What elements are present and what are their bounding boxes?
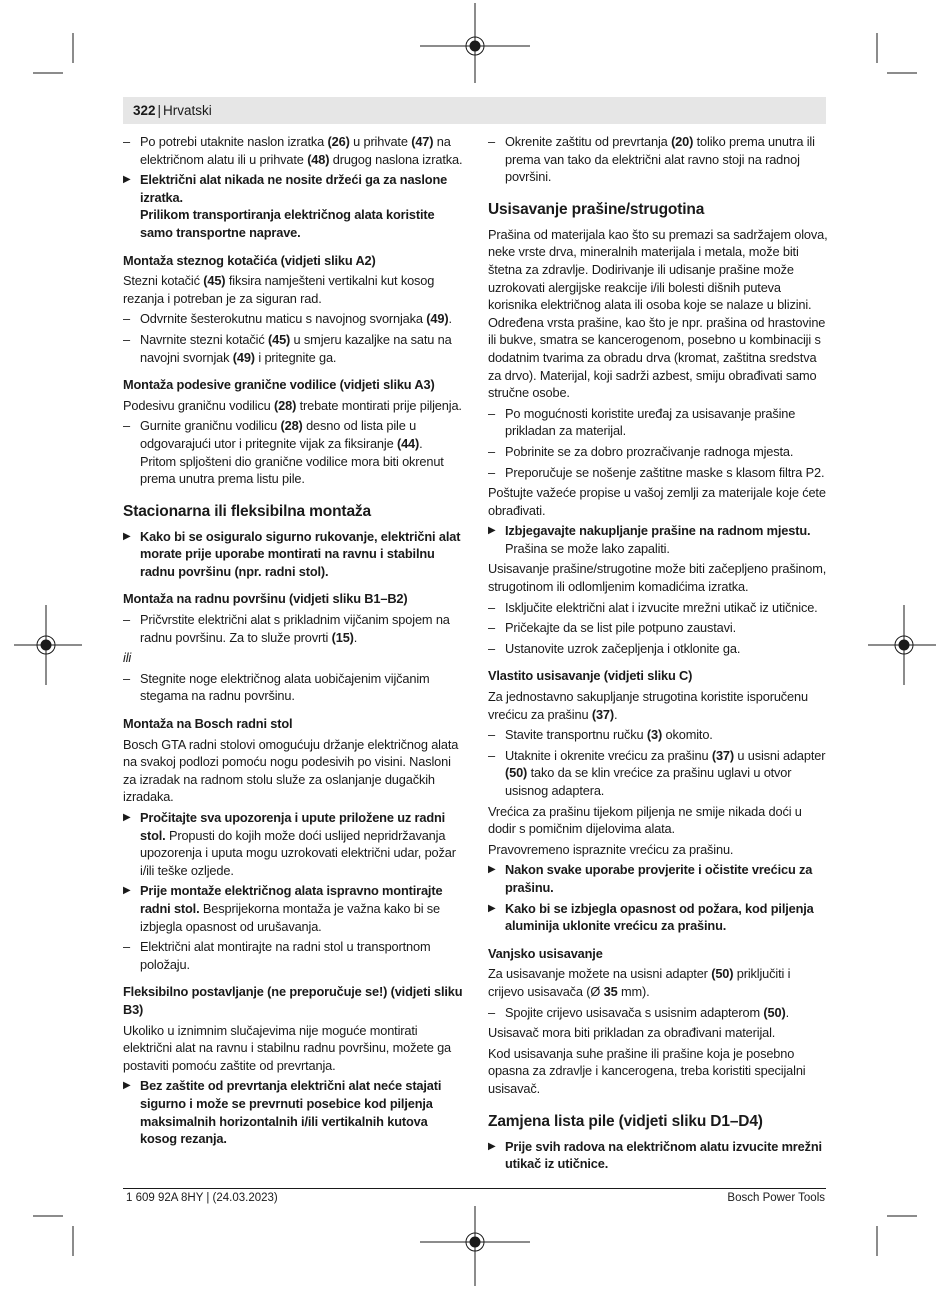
list-item: – Stegnite noge električnog alata uobičajenim vijčanim stegama na radnu površinu. [123,670,463,705]
footer-document-number: 1 609 92A 8HY | (24.03.2023) [126,1192,278,1204]
paragraph: Prašina od materijala kao što su premazi sa sadržajem olova, neke vrste drva, mineralnih materijala i metala, može biti štetna za zdravlje. Dodirivanje ili udisanje prašine može uzrokovati alergijske reakcije i/ili bolesti dišnih puteva korisnika električnog alata ili osoba koje se nalaze u blizini. Određena vrsta prašine, kao što je npr. prašina od hrastovine ili bukve, smatra se kancerogenom, posebno u kombinaciji s dodatnim tvarima za obradu drva (kromat, zaštitna sredstva za drvo). Materijal, koji sadrži azbest, smiju obrađivati samo stručne osobe. [488,226,828,401]
list-item: – Gurnite graničnu vodilicu (28) desno od lista pile u odgovarajući utor i pritegnite vijak za fiksiranje (44). Pritom spljošteni dio granične vodilice mora biti okrenut prema unutra prema listu pile. [123,417,463,487]
paragraph: Kod usisavanja suhe prašine ili prašine koja je posebno opasna za zdravlje i kancerogena, treba koristiti specijalni usisavač. [488,1045,806,1096]
warning-item: ▶ Kako bi se izbjegla opasnost od požara, kod piljenja aluminija uklonite vrećicu za prašinu. [488,900,828,935]
paragraph: Pravovremeno ispraznite vrećicu za prašinu. [488,841,734,857]
list-item: – Ustanovite uzrok začepljenja i otklonite ga. [488,640,828,658]
or-label: ili [123,650,132,666]
warning-item: ▶ Izbjegavajte nakupljanje prašine na radnom mjestu. Prašina se može lako zapaliti. [488,522,828,557]
section-heading: Fleksibilno postavljanje (ne preporučuje se!) (vidjeti sliku B3) [123,984,463,1017]
section-heading: Montaža podesive granične vodilice (vidjeti sliku A3) [123,377,435,393]
page-header: 322 | Hrvatski [123,97,826,124]
list-item: – Odvrnite šesterokutnu maticu s navojnog svornjaka (49). [123,310,463,328]
section-heading: Montaža steznog kotačića (vidjeti sliku A2) [123,252,376,268]
chapter-heading: Zamjena lista pile (vidjeti sliku D1–D4) [488,1112,763,1130]
crosshair-right [868,605,936,685]
left-column [123,133,463,1151]
section-heading: Vanjsko usisavanje [488,945,603,961]
right-column [488,133,828,1176]
list-item: – Navrnite stezni kotačić (45) u smjeru kazaljke na satu na navojni svornjak (49) i pritegnite ga. [123,331,463,366]
list-item: – Isključite električni alat i izvucite mrežni utikač iz utičnice. [488,599,828,617]
footer-brand: Bosch Power Tools [727,1192,825,1204]
crosshair-left [14,605,82,685]
warning-item: ▶ Električni alat nikada ne nosite držeći ga za naslone izratka. Prilikom transportiranja električnog alata koristite samo transportne naprave. [123,171,463,241]
footer-rule [123,1188,826,1189]
paragraph: Za usisavanje možete na usisni adapter (50) priključiti i crijevo usisavača (Ø 35 mm). [488,966,791,999]
paragraph: Ukoliko u iznimnim slučajevima nije moguće montirati električni alat na ravnu i stabilnu radnu površinu, možete ga postaviti pomoću zaštite od prevrtanja. [123,1022,452,1073]
section-heading: Montaža na Bosch radni stol [123,716,293,732]
list-item: – Električni alat montirajte na radni stol u transportnom položaju. [123,938,463,973]
chapter-heading: Stacionarna ili fleksibilna montaža [123,502,371,520]
crosshair-bottom [420,1206,530,1286]
paragraph: Za jednostavno sakupljanje strugotina koristite isporučenu vrećicu za prašinu (37). [488,689,808,722]
paragraph: Stezni kotačić (45) fiksira namješteni vertikalni kut kosog rezanja i potreban je za siguran rad. [123,273,435,306]
paragraph: Poštujte važeće propise u vašoj zemlji za materijale koje ćete obrađivati. [488,485,826,518]
warning-item: ▶ Pročitajte sva upozorenja i upute priložene uz radni stol. Propusti do kojih može doći uslijed nepridržavanja upozorenja i uputa mogu uzrokovati električni udar, požar i/ili teške ozljede. [123,809,463,879]
paragraph: Usisavanje prašine/strugotine može biti začepljeno prašinom, strugotinom ili odlomljenim komadićima izratka. [488,561,827,595]
paragraph: Vrećica za prašinu tijekom piljenja ne smije nikada doći u dodir s pomičnim dijelovima alata. [488,803,802,837]
crosshair-top [420,3,530,83]
page-number: 322 [133,103,156,118]
warning-item: ▶ Prije svih radova na električnom alatu izvucite mrežni utikač iz utičnice. [488,1138,828,1173]
paragraph: Podesivu graničnu vodilicu (28) trebate montirati prije piljenja. [123,397,462,413]
paragraph: Usisavač mora biti prikladan za obrađivani materijal. [488,1025,776,1041]
warning-item: ▶ Nakon svake uporabe provjerite i očistite vrećicu za prašinu. [488,861,828,896]
header-language: Hrvatski [163,103,212,118]
warning-item: ▶ Prije montaže električnog alata ispravno montirajte radni stol. Besprijekorna montaža je važna kako bi se izbjegla opasnost od urušavanja. [123,882,463,935]
list-item: – Pobrinite se za dobro prozračivanje radnoga mjesta. [488,443,828,461]
list-item: – Utaknite i okrenite vrećicu za prašinu (37) u usisni adapter (50) tako da se klin vrećice za prašinu uglavi u otvor usisnog adaptera. [488,747,828,800]
list-item: – Po mogućnosti koristite uređaj za usisavanje prašine prikladan za materijal. [488,405,828,440]
list-item: – Po potrebi utaknite naslon izratka (26) u prihvate (47) na električnom alatu ili u prihvate (48) drugog naslona izratka. [123,133,463,168]
warning-item: ▶ Bez zaštite od prevrtanja električni alat neće stajati sigurno i može se prevrnuti posebice kod piljenja maksimalnih horizontalnih i/ili vertikalnih kutova kosog rezanja. [123,1077,463,1147]
list-item: – Spojite crijevo usisavača s usisnim adapterom (50). [488,1004,828,1022]
chapter-heading: Usisavanje prašine/strugotina [488,200,705,218]
list-item: – Preporučuje se nošenje zaštitne maske s klasom filtra P2. [488,464,828,482]
list-item: – Pričekajte da se list pile potpuno zaustavi. [488,619,828,637]
list-item: – Okrenite zaštitu od prevrtanja (20) toliko prema unutra ili prema van tako da električni alat ravno stoji na radnoj površini. [488,133,828,186]
paragraph: Bosch GTA radni stolovi omogućuju držanje električnog alata na svakoj podlozi pomoću nogu podesivih po visini. Nasloni za izradak na radnom stolu služe za oslanjanje dugačkih izradaka. [123,736,459,805]
warning-item: ▶ Kako bi se osiguralo sigurno rukovanje, električni alat morate prije uporabe montirati na ravnu i stabilnu radnu površinu (npr. radni stol). [123,528,463,581]
list-item: – Stavite transportnu ručku (3) okomito. [488,726,828,744]
section-heading: Montaža na radnu površinu (vidjeti sliku B1–B2) [123,591,408,607]
list-item: – Pričvrstite električni alat s prikladnim vijčanim spojem na radnu površinu. Za to služe provrti (15). [123,611,463,646]
section-heading: Vlastito usisavanje (vidjeti sliku C) [488,668,693,684]
